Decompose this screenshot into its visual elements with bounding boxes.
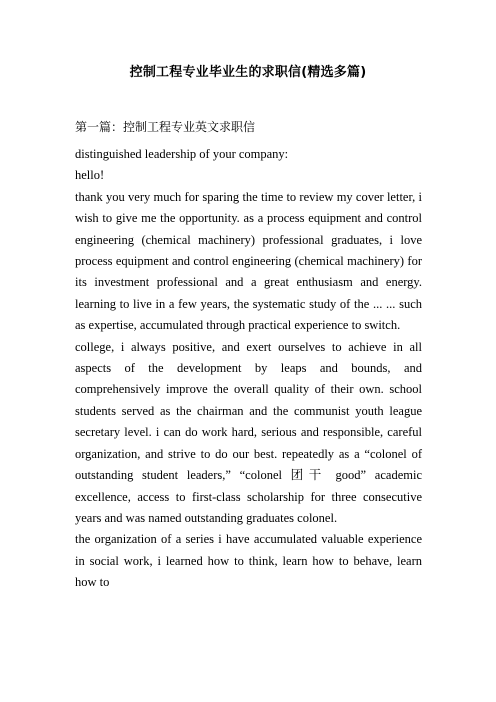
paragraph-greeting: hello! [75, 168, 105, 183]
section-heading: 第一篇：控制工程专业英文求职信 [75, 120, 256, 134]
paragraph-introduction: thank you very much for sparing the time to review my cover letter, i wish to give me the opportunity. as a process equipment and control engineering (chemical machinery) professional graduates, i love process equipment and control engineering (chemical machinery) for its investment professional and a great enthusiasm and energy. learning to live in a few years, the systematic study of the ... ... such as expertise, accumulated through practical experience to switch. [75, 189, 422, 333]
paragraph-college: college, i always positive, and exert ourselves to achieve in all aspects of the development by leaps and bounds, and comprehensively improve the overall quality of their own. school students served as the chairman and the communist youth league secretary level. i can do work hard, serious and responsible, careful organization, and strive to do our best. repeatedly as a “colonel of outstanding student leaders,” “colonel 团干 good” academic excellence, access to first-class scholarship for three consecutive years and was named outstanding graduates colonel. [75, 339, 422, 525]
paragraph-organization: the organization of a series i have accumulated valuable experience in social work, i learned how to think, learn how to behave, learn how to [75, 532, 422, 590]
document-title: 控制工程专业毕业生的求职信(精选多篇) [129, 65, 367, 80]
paragraph-salutation: distinguished leadership of your company: [75, 147, 289, 161]
document-body [75, 144, 422, 594]
